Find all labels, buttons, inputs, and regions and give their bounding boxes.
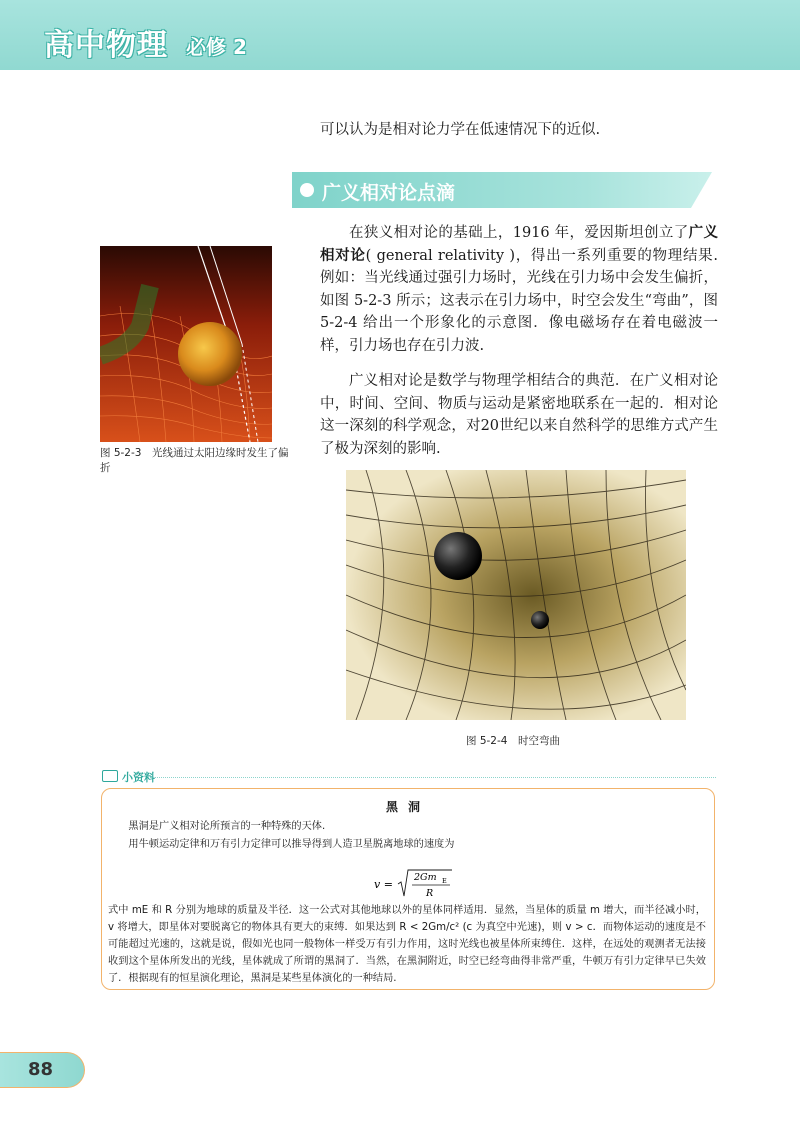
term-general-relativity: 广义相对论 bbox=[320, 224, 718, 264]
formula-numerator: 2Gm bbox=[414, 872, 437, 883]
figure-light-bending bbox=[100, 246, 272, 442]
paragraph-2-text: 广义相对论是数学与物理学相结合的典范．在广义相对论中，时间、空间、物质与运动是紧密地联系在一起的．相对论这一深刻的科学观念，对20世纪以来自然科学的思维方式产生了极为深刻的影响. bbox=[320, 373, 718, 457]
info-label bbox=[102, 769, 155, 785]
formula-lhs: v = bbox=[374, 878, 393, 891]
sun-sphere bbox=[178, 322, 242, 386]
section-title: 广义相对论点滴 bbox=[322, 182, 456, 204]
formula-svg bbox=[372, 866, 462, 902]
escape-velocity-formula bbox=[372, 866, 462, 902]
small-mass-sphere bbox=[531, 611, 549, 629]
light-bending-illustration bbox=[100, 246, 272, 442]
paragraph-1 bbox=[320, 222, 718, 357]
info-divider bbox=[150, 777, 716, 778]
spacetime-grid-illustration bbox=[346, 470, 686, 720]
figure-1-caption: 图 5-2-3 光线通过太阳边缘时发生了偏折 bbox=[100, 447, 289, 474]
large-mass-sphere bbox=[434, 532, 482, 580]
book-title: 高中物理 bbox=[44, 28, 168, 63]
paragraph-2 bbox=[320, 370, 718, 460]
paragraph-1-pre: 在狭义相对论的基础上，1916 年，爱因斯坦创立了 bbox=[349, 225, 689, 241]
info-line-4: 根据现有的恒星演化理论，黑洞是某些星体演化的一种结局. bbox=[128, 973, 397, 984]
intro-text: 可以认为是相对论力学在低速情况下的近似. bbox=[320, 122, 601, 138]
info-line-1: 黑洞是广义相对论所预言的一种特殊的天体. bbox=[128, 821, 326, 832]
figure-spacetime-curvature bbox=[346, 470, 686, 720]
section-bullet-icon bbox=[300, 183, 314, 197]
paragraph-1-post: ( general relativity )，得出一系列重要的物理结果.例如：当光线通过强引力场时，光线在引力场中会发生偏折，如图 5-2-3 所示；这表示在引力场中，时空会发生“弯曲”，图 5-2-4 给出一个形象化的示意图．像电磁场存在着电磁波一样，引力场也存在引力波. bbox=[320, 247, 718, 354]
formula-subscript: E bbox=[442, 877, 447, 885]
info-label-text: 小资料 bbox=[122, 771, 155, 784]
book-subtitle: 必修 2 bbox=[186, 35, 247, 59]
info-title: 黑洞 bbox=[385, 800, 430, 814]
header-divider bbox=[0, 70, 800, 74]
info-line-3: 式中 mE 和 R 分别为地球的质量及半径．这一公式对其他地球以外的星体同样适用．显然，当星体的质量 m 增大，而半径减小时，v 将增大，即星体对要脱离它的物体具有更大的束缚．如果达到 R < 2Gm/c² (c 为真空中光速)，则 v > c．而物体运动的速度是不可能超过光速的，这就是说，假如光也同一般物体一样受万有引力作用，这时光线也被星体所束缚住．这样，在远处的观测者无法接收到这个星体所发出的光线，星体就成了所谓的黑洞了．当然，在黑洞附近，时空已经弯曲得非常严重，牛顿万有引力定律早已失效了. bbox=[108, 905, 706, 984]
page-number: 88 bbox=[28, 1059, 54, 1080]
formula-denominator: R bbox=[426, 888, 434, 899]
figure-2-caption: 图 5-2-4 时空弯曲 bbox=[466, 735, 560, 747]
book-icon bbox=[102, 770, 118, 782]
info-line-2: 用牛顿运动定律和万有引力定律可以推导得到人造卫星脱离地球的速度为 bbox=[128, 839, 455, 850]
